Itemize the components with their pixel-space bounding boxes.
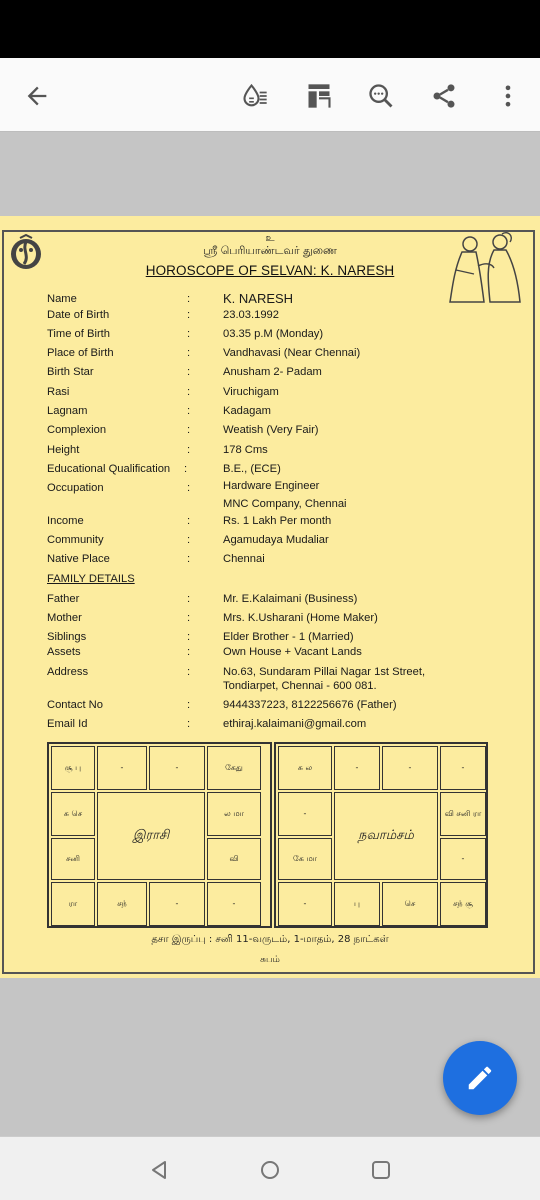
top-symbol: உ [265, 233, 275, 244]
rasi-house: - [149, 746, 205, 790]
rasi-house: ரா [51, 882, 95, 926]
detail-value: 03.35 p.M (Monday) [223, 328, 324, 340]
closing-word: சுபம் [260, 955, 280, 965]
nav-recents-icon[interactable] [366, 1155, 396, 1185]
status-bar [0, 0, 540, 58]
navamsam-house: சு ல [278, 746, 332, 790]
detail-value: Hardware Engineer [223, 480, 320, 492]
detail-value: Weatish (Very Fair) [223, 424, 319, 436]
share-icon[interactable] [424, 76, 464, 116]
rasi-house: சூ பு [51, 746, 95, 790]
navamsam-chart [274, 742, 488, 928]
detail-value: Vandhavasi (Near Chennai) [223, 347, 361, 359]
rasi-house: சந் [97, 882, 147, 926]
rasi-house: - [97, 746, 147, 790]
detail-colon: : [187, 593, 191, 605]
detail-label: Educational Qualification [47, 463, 171, 475]
detail-label: Rasi [47, 386, 70, 398]
detail-value: 23.03.1992 [223, 309, 279, 321]
detail-colon: : [187, 699, 191, 711]
navamsam-house: கே மா [278, 838, 332, 880]
invocation-header [0, 233, 540, 259]
detail-colon: : [187, 534, 191, 546]
back-arrow-icon[interactable] [17, 76, 57, 116]
detail-label: Email Id [47, 718, 88, 730]
detail-colon: : [187, 444, 191, 456]
detail-label: Siblings [47, 631, 87, 643]
detail-label: Income [47, 515, 84, 527]
detail-label: Father [47, 593, 80, 605]
rasi-house: சு செ [51, 792, 95, 836]
detail-colon: : [184, 463, 188, 475]
detail-value: K. NARESH [223, 291, 294, 306]
rasi-house: சனி [51, 838, 95, 880]
detail-label: Assets [47, 646, 81, 658]
viewer-toolbar [0, 58, 540, 132]
detail-label: Complexion [47, 424, 107, 436]
page-title: HOROSCOPE OF SELVAN: K. NARESH [145, 263, 395, 278]
detail-label: Place of Birth [47, 347, 114, 359]
edit-button[interactable] [443, 1041, 517, 1115]
detail-label: Community [47, 534, 104, 546]
nav-home-icon[interactable] [255, 1155, 285, 1185]
detail-colon: : [187, 515, 191, 527]
detail-label: Name [47, 293, 77, 305]
detail-value: Anusham 2- Padam [223, 366, 322, 378]
rasi-house: - [207, 882, 261, 926]
detail-value-line2: MNC Company, Chennai [223, 498, 347, 510]
navamsam-house: - [440, 746, 486, 790]
navamsam-house: செ [382, 882, 438, 926]
more-vert-icon[interactable] [488, 76, 528, 116]
nav-back-icon[interactable] [144, 1155, 174, 1185]
detail-value: ethiraj.kalaimani@gmail.com [223, 718, 367, 730]
detail-colon: : [187, 293, 191, 305]
rasi-center-label: இராசி [97, 792, 205, 880]
rasi-chart [47, 742, 272, 928]
detail-colon: : [187, 553, 191, 565]
dasa-balance: தசா இருப்பு : சனி 11-வருடம், 1-மாதம், 28 நாட்கள் [151, 934, 389, 945]
detail-value: Elder Brother - 1 (Married) [223, 631, 354, 643]
detail-colon: : [187, 666, 191, 678]
detail-label: Address [47, 666, 89, 678]
detail-label: Lagnam [47, 405, 88, 417]
detail-colon: : [187, 386, 191, 398]
rasi-house: ல மா [207, 792, 261, 836]
detail-value: 9444337223, 8122256676 (Father) [223, 699, 397, 711]
subtitle: ஸ்ரீ பெரியாண்டவர் துணை [202, 244, 338, 257]
detail-label: Height [47, 444, 80, 456]
find-icon[interactable] [361, 76, 401, 116]
detail-value: Own House + Vacant Lands [223, 646, 362, 658]
detail-value-line2: Tondiarpet, Chennai - 600 081. [223, 680, 377, 692]
detail-value: B.E., (ECE) [223, 463, 281, 475]
navamsam-center-label: நவாம்சம் [334, 792, 438, 880]
detail-colon: : [187, 366, 191, 378]
navamsam-house: - [382, 746, 438, 790]
detail-label: Mother [47, 612, 82, 624]
detail-label: Birth Star [47, 366, 94, 378]
detail-colon: : [187, 405, 191, 417]
detail-label: Date of Birth [47, 309, 110, 321]
rasi-house: - [149, 882, 205, 926]
detail-value: No.63, Sundaram Pillai Nagar 1st Street, [223, 666, 426, 678]
detail-value: Viruchigam [223, 386, 279, 398]
navamsam-house: வி சனி ரா [440, 792, 486, 836]
navamsam-house: - [278, 882, 332, 926]
navamsam-house: - [278, 792, 332, 836]
detail-value: Rs. 1 Lakh Per month [223, 515, 332, 527]
system-nav-bar [0, 1136, 540, 1200]
detail-colon: : [187, 718, 191, 730]
edit-pencil-icon [465, 1063, 495, 1093]
ink-saver-icon[interactable] [235, 76, 275, 116]
navamsam-house: பு [334, 882, 380, 926]
family-details-heading: FAMILY DETAILS [47, 573, 135, 585]
detail-label: Native Place [47, 553, 110, 565]
detail-colon: : [187, 347, 191, 359]
detail-label: Occupation [47, 482, 104, 494]
rasi-house: வி [207, 838, 261, 880]
detail-value: Kadagam [223, 405, 271, 417]
detail-colon: : [187, 424, 191, 436]
detail-colon: : [187, 631, 191, 643]
detail-label: Contact No [47, 699, 103, 711]
detail-value: Chennai [223, 553, 265, 565]
navamsam-house: - [334, 746, 380, 790]
navamsam-house: - [440, 838, 486, 880]
rasi-house: கேது [207, 746, 261, 790]
detail-value: Mrs. K.Usharani (Home Maker) [223, 612, 378, 624]
detail-colon: : [187, 646, 191, 658]
detail-colon: : [187, 328, 191, 340]
detail-colon: : [187, 482, 191, 494]
page-layout-icon[interactable] [299, 76, 339, 116]
detail-value: Agamudaya Mudaliar [223, 534, 329, 546]
detail-value: Mr. E.Kalaimani (Business) [223, 593, 358, 605]
navamsam-house: சந் சூ [440, 882, 486, 926]
detail-colon: : [187, 309, 191, 321]
detail-value: 178 Cms [223, 444, 268, 456]
detail-colon: : [187, 612, 191, 624]
detail-label: Time of Birth [47, 328, 110, 340]
